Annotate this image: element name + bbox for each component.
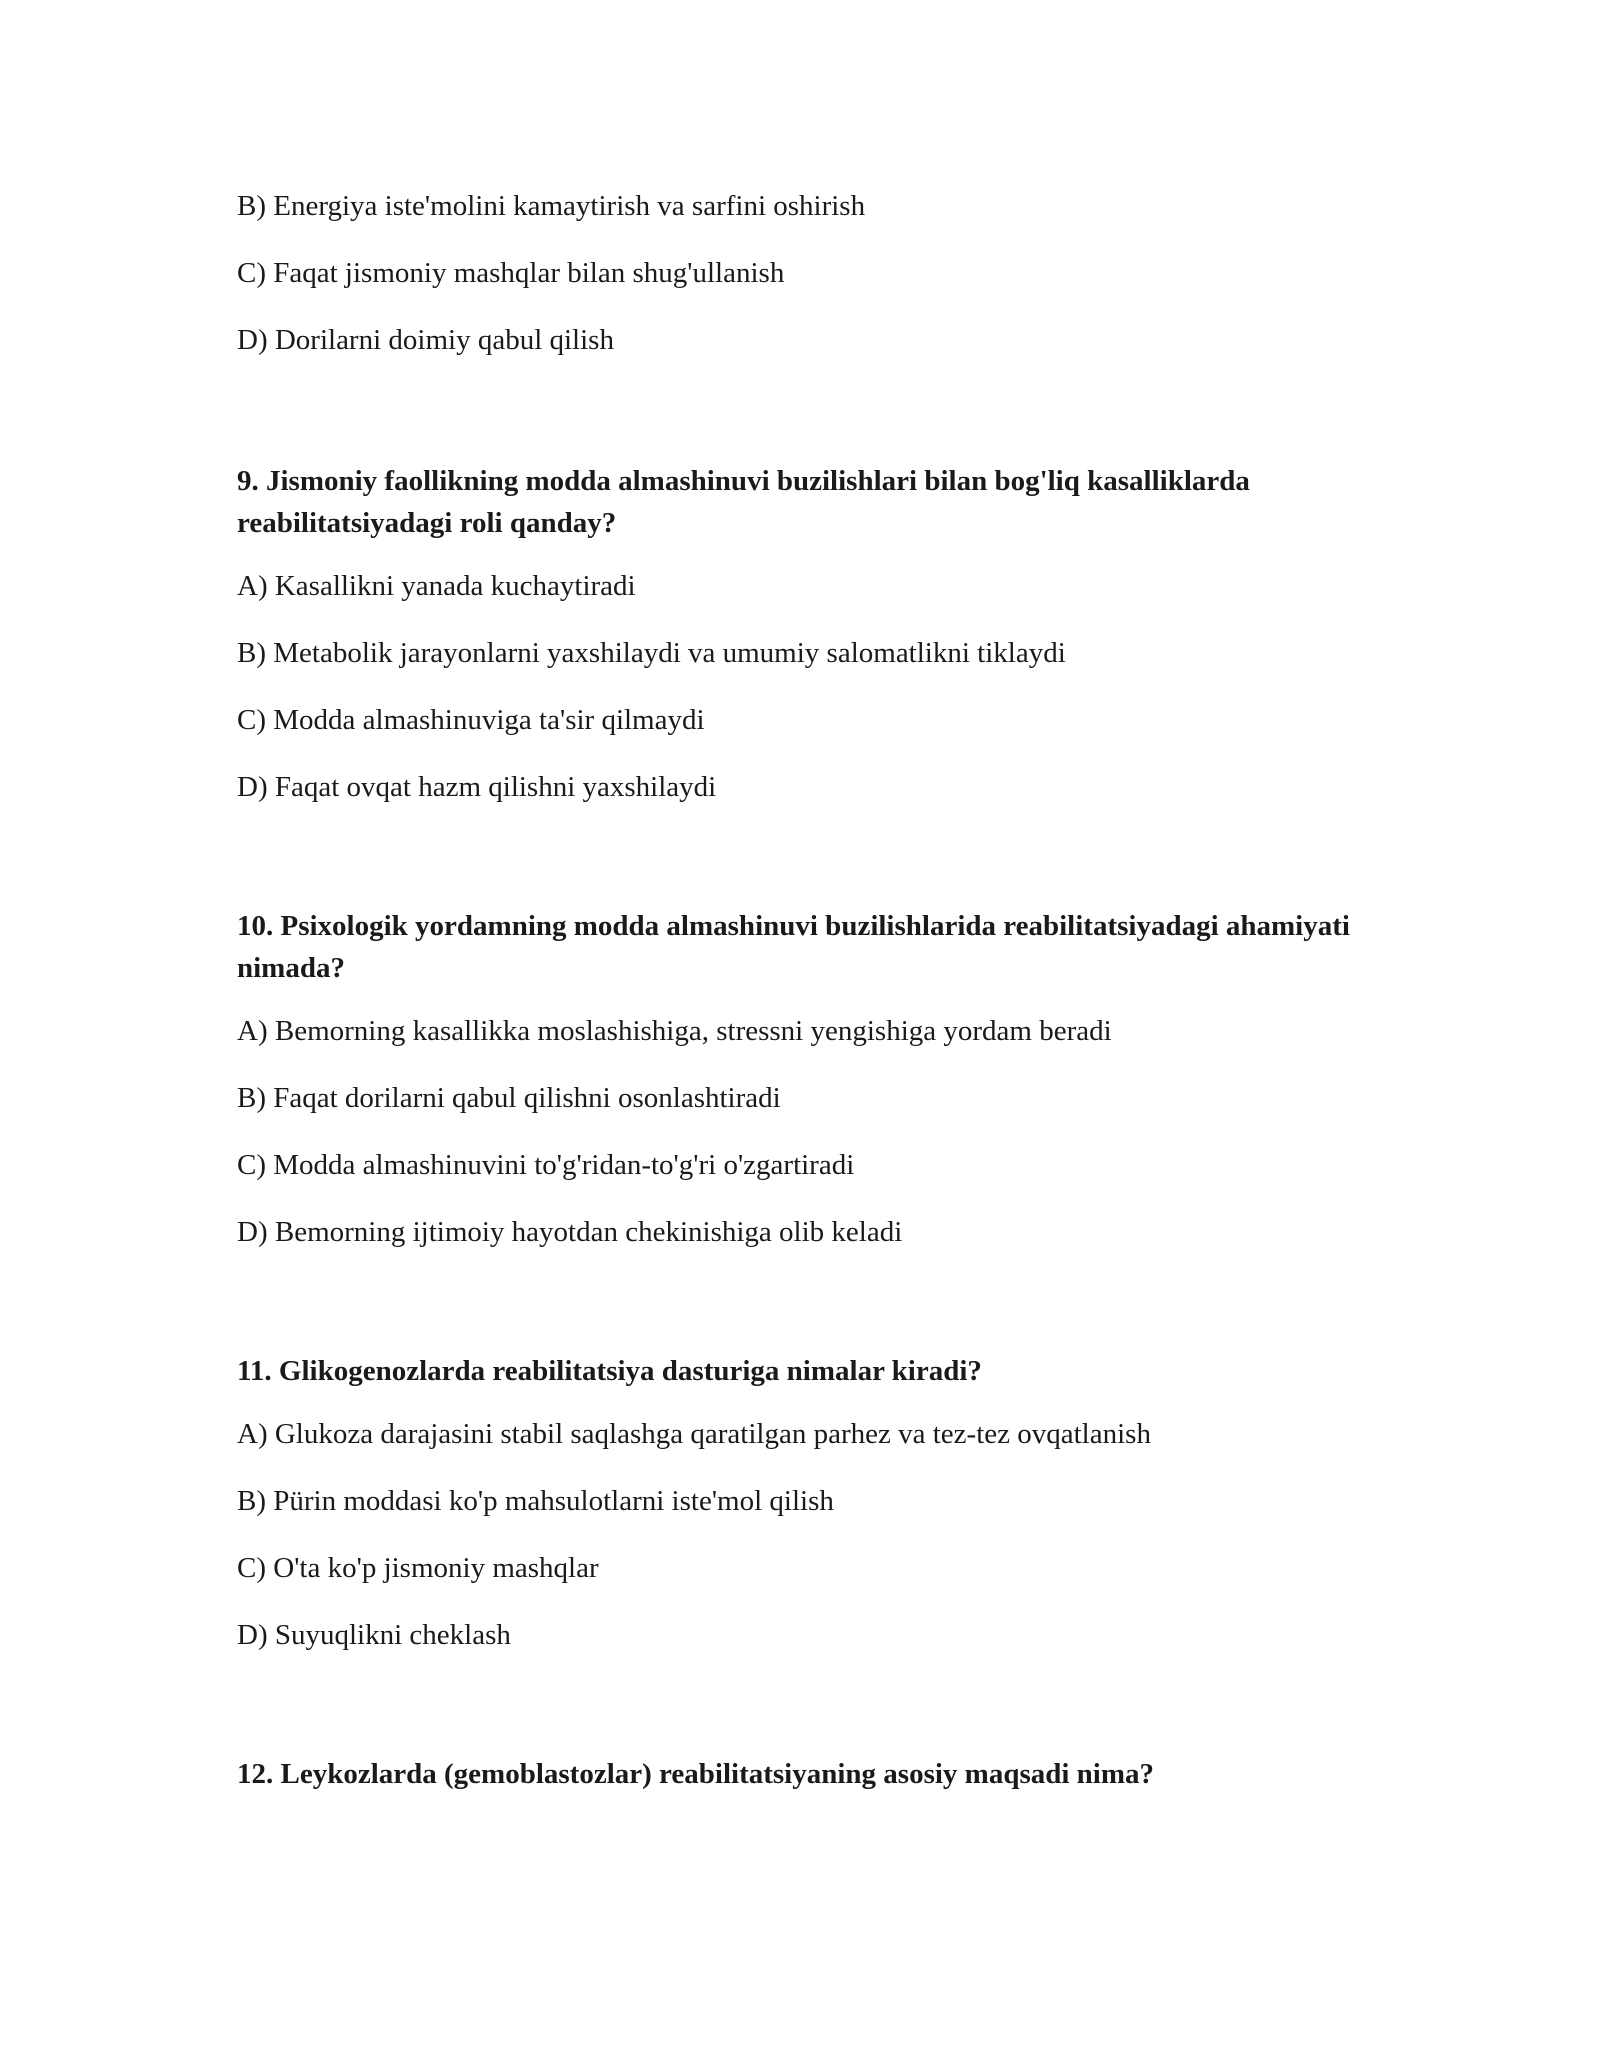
answer-option: D) Bemorning ijtimoiy hayotdan chekinishiga olib keladi bbox=[237, 1216, 903, 1248]
spacer bbox=[237, 836, 1387, 905]
document-page bbox=[237, 188, 1387, 1819]
answer-option: D) Faqat ovqat hazm qilishni yaxshilaydi bbox=[237, 771, 717, 803]
question-10 bbox=[237, 905, 1387, 1250]
answer-option: B) Metabolik jarayonlarni yaxshilaydi va umumiy salomatlikni tiklaydi bbox=[237, 637, 1066, 669]
answer-option: C) Faqat jismoniy mashqlar bilan shug'ullanish bbox=[237, 257, 785, 289]
spacer bbox=[237, 389, 1387, 460]
answer-option: D) Dorilarni doimiy qabul qilish bbox=[237, 324, 614, 356]
question-text: 11. Glikogenozlarda reabilitatsiya dasturiga nimalar kiradi? bbox=[237, 1355, 982, 1387]
spacer bbox=[237, 1684, 1387, 1753]
spacer bbox=[237, 1281, 1387, 1350]
answer-option: B) Faqat dorilarni qabul qilishni osonlashtiradi bbox=[237, 1082, 781, 1114]
answer-option: C) Modda almashinuviga ta'sir qilmaydi bbox=[237, 704, 705, 736]
question-text: 12. Leykozlarda (gemoblastozlar) reabilitatsiyaning asosiy maqsadi nima? bbox=[237, 1758, 1155, 1790]
answer-option: B) Energiya iste'molini kamaytirish va sarfini oshirish bbox=[237, 190, 866, 222]
question-9 bbox=[237, 460, 1387, 805]
answer-option: B) Pürin moddasi ko'p mahsulotlarni iste'mol qilish bbox=[237, 1485, 834, 1517]
answer-option: C) O'ta ko'p jismoniy mashqlar bbox=[237, 1552, 599, 1584]
answer-option: C) Modda almashinuvini to'g'ridan-to'g'ri o'zgartiradi bbox=[237, 1149, 855, 1181]
answer-option: D) Suyuqlikni cheklash bbox=[237, 1619, 511, 1651]
leading-options bbox=[237, 188, 1387, 358]
answer-option: A) Glukoza darajasini stabil saqlashga qaratilgan parhez va tez-tez ovqatlanish bbox=[237, 1418, 1151, 1450]
question-12 bbox=[237, 1753, 1387, 1795]
answer-option: A) Bemorning kasallikka moslashishiga, stressni yengishiga yordam beradi bbox=[237, 1015, 1112, 1047]
answer-option: A) Kasallikni yanada kuchaytiradi bbox=[237, 570, 636, 602]
question-11 bbox=[237, 1350, 1387, 1653]
question-text: 10. Psixologik yordamning modda almashinuvi buzilishlarida reabilitatsiyadagi ahamiyati nimada? bbox=[237, 910, 1350, 984]
question-text: 9. Jismoniy faollikning modda almashinuvi buzilishlari bilan bog'liq kasalliklarda reabilitatsiyadagi roli qanday? bbox=[237, 465, 1250, 539]
